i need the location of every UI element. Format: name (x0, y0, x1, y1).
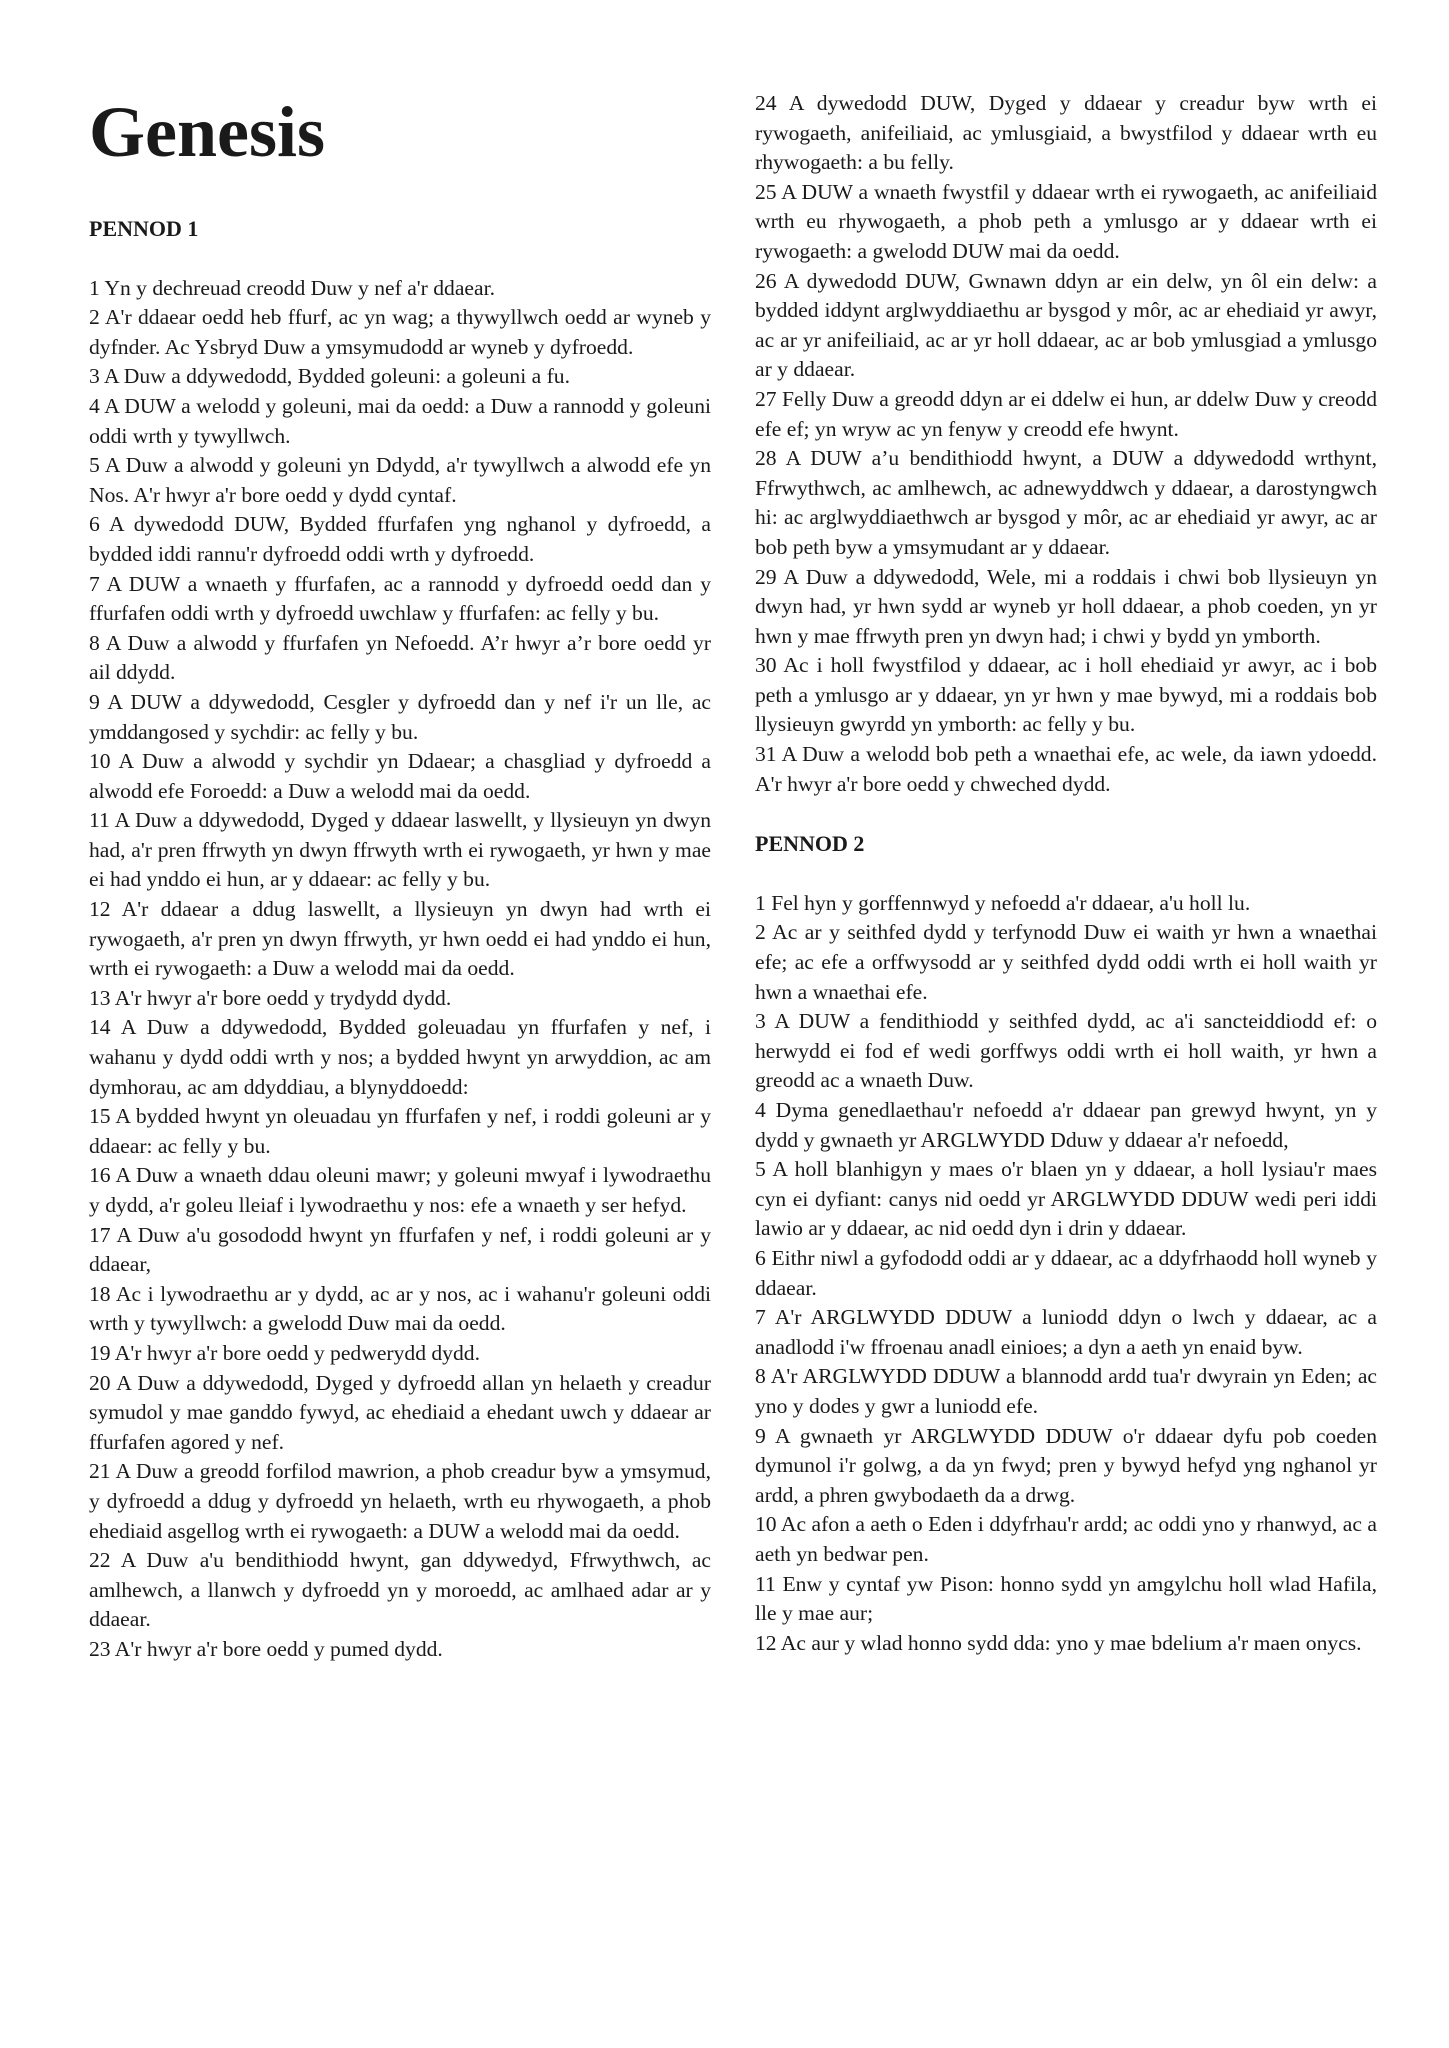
verse: 7 A'r ARGLWYDD DDUW a luniodd ddyn o lwch y ddaear, ac a anadlodd i'w ffroenau anadl einioes; a dyn a aeth yn enaid byw. (755, 1305, 1377, 1359)
verse: 21 A Duw a greodd forfilod mawrion, a phob creadur byw a ymsymud, y dyfroedd a ddug y dyfroedd yn helaeth, wrth eu rhywogaeth, a phob ehediaid asgellog wrth ei rywogaeth: a DUW a welodd mai da oedd. (89, 1459, 711, 1543)
verse: 6 Eithr niwl a gyfododd oddi ar y ddaear, ac a ddyfrhaodd holl wyneb y ddaear. (755, 1245, 1377, 1300)
book-title: Genesis (89, 92, 326, 172)
verse: 13 A'r hwyr a'r bore oedd y trydydd dydd. (89, 985, 452, 1010)
right-column (755, 89, 1377, 1658)
verse: 2 A'r ddaear oedd heb ffurf, ac yn wag; a thywyllwch oedd ar wyneb y dyfnder. Ac Ysbryd Duw a ymsymudodd ar wyneb y dyfroedd. (89, 305, 711, 359)
verse: 16 A Duw a wnaeth ddau oleuni mawr; y goleuni mwyaf i lywodraethu y dydd, a'r goleu lleiaf i lywodraethu y nos: efe a wnaeth y ser hefyd. (89, 1163, 711, 1217)
verse: 30 Ac i holl fwystfilod y ddaear, ac i holl ehediaid yr awyr, ac i bob peth a ymlusgo ar y ddaear, yn yr hwn y mae bywyd, mi a roddais bob llysieuyn gwyrdd yn ymborth: ac felly y bu. (755, 653, 1377, 737)
verse: 11 Enw y cyntaf yw Pison: honno sydd yn amgylchu holl wlad Hafila, lle y mae aur; (755, 1571, 1377, 1626)
verse: 4 Dyma genedlaethau'r nefoedd a'r ddaear pan grewyd hwynt, yn y dydd y gwnaeth yr ARGLWYDD Dduw y ddaear a'r nefoedd, (755, 1098, 1377, 1152)
verse: 20 A Duw a ddywedodd, Dyged y dyfroedd allan yn helaeth y creadur symudol y mae ganddo fywyd, ac ehediaid a ehedant uwch y ddaear ar ffurfafen agored y nef. (89, 1370, 711, 1454)
verse: 14 A Duw a ddywedodd, Bydded goleuadau yn ffurfafen y nef, i wahanu y dydd oddi wrth y nos; a bydded hwynt yn arwyddion, ac am dymhorau, ac am ddyddiau, a blynyddoedd: (89, 1015, 711, 1099)
verse: 8 A'r ARGLWYDD DDUW a blannodd ardd tua'r dwyrain yn Eden; ac yno y dodes y gwr a luniodd efe. (755, 1364, 1377, 1418)
verse: 3 A Duw a ddywedodd, Bydded goleuni: a goleuni a fu. (89, 364, 570, 389)
verse: 12 Ac aur y wlad honno sydd dda: yno y mae bdelium a'r maen onycs. (755, 1630, 1362, 1655)
verse: 3 A DUW a fendithiodd y seithfed dydd, ac a'i sancteiddiodd ef: o herwydd ei fod ef wedi gorffwys oddi wrth ei holl waith, yr hwn a greodd ac a wnaeth Duw. (755, 1009, 1377, 1093)
verse: 27 Felly Duw a greodd ddyn ar ei ddelw ei hun, ar ddelw Duw y creodd efe ef; yn wryw ac yn fenyw y creodd efe hwynt. (755, 386, 1377, 441)
verse: 1 Yn y dechreuad creodd Duw y nef a'r ddaear. (89, 275, 495, 300)
verse: 8 A Duw a alwodd y ffurfafen yn Nefoedd. A’r hwyr a’r bore oedd yr ail ddydd. (89, 630, 711, 685)
verse: 10 Ac afon a aeth o Eden i ddyfrhau'r ardd; ac oddi yno y rhanwyd, ac a aeth yn bedwar pen. (755, 1512, 1377, 1566)
verse: 29 A Duw a ddywedodd, Wele, mi a roddais i chwi bob llysieuyn yn dwyn had, yr hwn sydd ar wyneb yr holl ddaear, a phob coeden, yn yr hwn y mae ffrwyth pren yn dwyn had; i chwi y bydd yn ymborth. (755, 564, 1377, 648)
verse: 23 A'r hwyr a'r bore oedd y pumed dydd. (89, 1636, 443, 1661)
verse: 10 A Duw a alwodd y sychdir yn Ddaear; a chasgliad y dyfroedd a alwodd efe Foroedd: a Duw a welodd mai da oedd. (89, 749, 711, 803)
verse: 24 A dywedodd DUW, Dyged y ddaear y creadur byw wrth ei rywogaeth, anifeiliaid, ac ymlusgiaid, a bwystfilod y ddaear wrth eu rhywogaeth: a bu felly. (755, 91, 1377, 175)
verse: 9 A DUW a ddywedodd, Cesgler y dyfroedd dan y nef i'r un lle, ac ymddangosed y sychdir: ac felly y bu. (89, 689, 711, 744)
verse: 9 A gwnaeth yr ARGLWYDD DDUW o'r ddaear dyfu pob coeden dymunol i'r golwg, a da yn fwyd; pren y bywyd hefyd yng nghanol yr ardd, a phren gwybodaeth da a drwg. (755, 1423, 1377, 1507)
verse: 28 A DUW a’u bendithiodd hwynt, a DUW a ddywedodd wrthynt, Ffrwythwch, ac amlhewch, ac adnewyddwch y ddaear, a darostyngwch hi: ac arglwyddiaethwch ar bysgod y môr, ac ar ehediaid yr awyr, ac ar bob peth byw a ymsymudant ar y ddaear. (755, 446, 1377, 559)
verse: 4 A DUW a welodd y goleuni, mai da oedd: a Duw a rannodd y goleuni oddi wrth y tywyllwch. (89, 393, 711, 448)
verse: 2 Ac ar y seithfed dydd y terfynodd Duw ei waith yr hwn a wnaethai efe; ac efe a orffwysodd ar y seithfed dydd oddi wrth ei holl waith yr hwn a wnaethai efe. (755, 920, 1377, 1004)
verse: 7 A DUW a wnaeth y ffurfafen, ac a rannodd y dyfroedd oedd dan y ffurfafen oddi wrth y dyfroedd uwchlaw y ffurfafen: ac felly y bu. (89, 571, 711, 626)
verse: 17 A Duw a'u gosododd hwynt yn ffurfafen y nef, i roddi goleuni ar y ddaear, (89, 1222, 711, 1277)
verse: 5 A Duw a alwodd y goleuni yn Ddydd, a'r tywyllwch a alwodd efe yn Nos. A'r hwyr a'r bore oedd y dydd cyntaf. (89, 453, 711, 507)
verse-list (755, 89, 1377, 799)
verse: 31 A Duw a welodd bob peth a wnaethai efe, ac wele, da iawn ydoedd. A'r hwyr a'r bore oedd y chweched dydd. (755, 742, 1377, 796)
verse: 1 Fel hyn y gorffennwyd y nefoedd a'r ddaear, a'u holl lu. (755, 890, 1251, 915)
verse: 18 Ac i lywodraethu ar y dydd, ac ar y nos, ac i wahanu'r goleuni oddi wrth y tywyllwch: a gwelodd Duw mai da oedd. (89, 1281, 711, 1336)
chapter-heading: PENNOD 2 (755, 831, 865, 857)
verse: 5 A holl blanhigyn y maes o'r blaen yn y ddaear, a holl lysiau'r maes cyn ei dyfiant: canys nid oedd yr ARGLWYDD DDUW wedi peri iddi lawio ar y ddaear, ac nid oedd dyn i drin y ddaear. (755, 1157, 1377, 1241)
verse: 22 A Duw a'u bendithiodd hwynt, gan ddywedyd, Ffrwythwch, ac amlhewch, a llanwch y dyfroedd yn y moroedd, ac amlhaed adar ar y ddaear. (89, 1548, 711, 1632)
left-column (89, 86, 711, 1665)
verse: 26 A dywedodd DUW, Gwnawn ddyn ar ein delw, yn ôl ein delw: a bydded iddynt arglwyddiaethu ar bysgod y môr, ac ar ehediaid yr awyr, ac ar yr anifeiliaid, ac ar yr holl ddaear, ac ar bob ymlusgiad a ymlusgo ar y ddaear. (755, 268, 1377, 382)
chapter-heading: PENNOD 1 (89, 216, 199, 241)
verse: 25 A DUW a wnaeth fwystfil y ddaear wrth ei rywogaeth, ac anifeiliaid wrth eu rhywogaeth, a phob peth a ymlusgo ar y ddaear wrth ei rywogaeth: a gwelodd DUW mai da oedd. (755, 179, 1377, 263)
verse: 6 A dywedodd DUW, Bydded ffurfafen yng nghanol y dyfroedd, a bydded iddi rannu'r dyfroedd oddi wrth y dyfroedd. (89, 512, 711, 566)
verse-list (89, 274, 711, 1665)
verse: 19 A'r hwyr a'r bore oedd y pedwerydd dydd. (89, 1340, 480, 1365)
verse: 11 A Duw a ddywedodd, Dyged y ddaear laswellt, y llysieuyn yn dwyn had, a'r pren ffrwyth yn dwyn ffrwyth wrth ei rywogaeth, yr hwn y mae ei had ynddo ei hun, ar y ddaear: ac felly y bu. (89, 808, 711, 892)
verse-list (755, 889, 1377, 1658)
verse: 15 A bydded hwynt yn oleuadau yn ffurfafen y nef, i roddi goleuni ar y ddaear: ac felly y bu. (89, 1104, 711, 1158)
verse: 12 A'r ddaear a ddug laswellt, a llysieuyn yn dwyn had wrth ei rywogaeth, a'r pren yn dwyn ffrwyth, yr hwn oedd ei had ynddo ei hun, wrth ei rywogaeth: a Duw a welodd mai da oedd. (89, 897, 711, 981)
